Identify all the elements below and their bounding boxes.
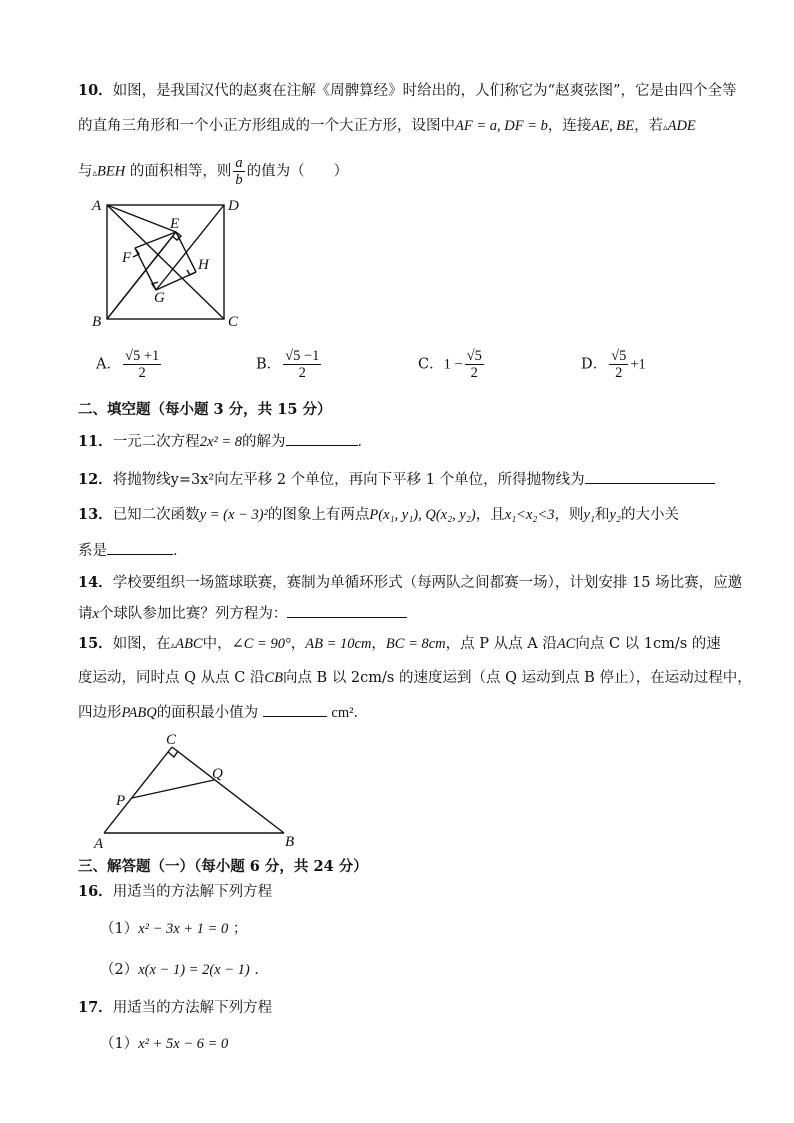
label-a: A	[94, 836, 104, 850]
q13-y2: y₂	[609, 507, 621, 523]
triangle-symbol: ▵	[663, 123, 668, 133]
q12-answer-blank[interactable]	[585, 469, 715, 484]
label-c: C	[228, 314, 239, 330]
q14-line1	[78, 573, 754, 593]
line-d-g	[156, 205, 224, 290]
label-a: A	[92, 198, 102, 214]
q16-part1	[100, 919, 754, 939]
q13-number: 13．	[78, 506, 113, 523]
q15-angle: ∠C = 90°	[231, 636, 291, 652]
label-q: Q	[212, 766, 223, 782]
q11-text-b: 的解为	[242, 434, 286, 450]
q15-ab: AB = 10cm	[305, 636, 372, 652]
q13-line1	[78, 505, 754, 525]
q16-text: 用适当的方法解下列方程	[112, 884, 273, 900]
q15-text-1c: ，点 P 从点 A 沿	[445, 636, 557, 652]
q13-text-b: 的图象上有两点	[267, 507, 370, 523]
q16-number: 16．	[78, 883, 113, 900]
q15-unit: cm²	[331, 705, 354, 721]
q13-answer-blank[interactable]	[107, 540, 173, 555]
q13-text-line2: 系是	[78, 543, 107, 559]
q15-quad: PABQ	[121, 705, 157, 721]
label-d: D	[228, 198, 239, 214]
q10-tri-ade: ADE	[667, 118, 696, 134]
side-ac	[104, 747, 172, 833]
q11-number: 11．	[78, 433, 113, 450]
q15-text-1b: 中，	[202, 636, 232, 652]
q15-number: 15．	[78, 635, 113, 652]
triangle-symbol: ▵	[170, 641, 176, 651]
q15-answer-blank[interactable]	[263, 702, 327, 717]
q15-end: ．	[353, 705, 368, 721]
q10-text-2c: ，若	[634, 118, 664, 134]
side-cb	[172, 747, 284, 833]
q17-p1-label: （1）	[100, 1036, 139, 1052]
q16-p1-label: （1）	[100, 921, 139, 937]
q16-p1-end: ；	[232, 921, 248, 937]
q15-text-1a: 如图，在	[112, 636, 171, 652]
q16-p2-end: ．	[254, 962, 269, 978]
q11-end: ．	[357, 434, 373, 450]
q10-line1	[78, 81, 754, 101]
q11-answer-blank[interactable]	[286, 431, 358, 446]
q10-math-af-df: AF = a, DF = b	[455, 118, 548, 134]
q11-text-a: 一元二次方程	[112, 434, 200, 450]
q13-text-a: 已知二次函数	[112, 507, 200, 523]
label-e: E	[170, 216, 180, 232]
q14-line2	[78, 603, 754, 624]
q13-end: ．	[173, 543, 188, 559]
q16-p1-equation: x² − 3x + 1 = 0	[138, 921, 229, 937]
q16-p2-label: （2）	[100, 962, 139, 978]
q10-line2	[78, 116, 754, 138]
q12-number: 12．	[78, 471, 113, 488]
q15-ac: AC	[556, 636, 576, 652]
q15-line2	[78, 668, 754, 688]
label-p: P	[116, 793, 126, 809]
q15-text-2a: 度运动，同时点 Q 从点 C 沿	[78, 670, 265, 686]
option-a[interactable]: A． $\frac{√5 +1}{2}$	[96, 348, 160, 381]
q17-number: 17．	[78, 999, 113, 1016]
label-b: B	[285, 834, 295, 850]
q17	[78, 998, 754, 1018]
q17-part1	[100, 1034, 754, 1054]
q13-text-c: ，且	[475, 507, 505, 523]
q16-part2	[100, 960, 754, 980]
option-b[interactable]: B． $\frac{√5 -1}{2}$	[256, 348, 320, 381]
label-b: B	[92, 314, 102, 330]
line-ae-side	[107, 205, 176, 232]
q10-text-3b: 的面积相等，则	[129, 163, 232, 180]
option-c[interactable]: C．1 − $\frac{√5}{2}$	[418, 348, 482, 381]
q13-function: y = (x − 3)²	[199, 507, 268, 523]
q13-points: P(x₁, y₁), Q(x₂, y₂)	[369, 507, 476, 523]
q14-answer-blank[interactable]	[287, 603, 407, 618]
label-c: C	[166, 732, 177, 748]
right-angle-c	[168, 751, 178, 757]
section3-heading: 三、解答题（一）（每小题 6 分，共 24 分）	[78, 858, 368, 875]
option-d[interactable]: D． $\frac{√5}{2}$ +1	[581, 348, 646, 381]
q16	[78, 882, 754, 902]
q14-number: 14．	[78, 574, 113, 591]
q14-text-2b: 个球队参加比赛？列方程为：	[98, 606, 288, 622]
q10-fraction-a-b: $\frac{a}{b}$	[235, 155, 243, 188]
q13-text-e: 和	[594, 507, 610, 523]
q15-line3	[78, 702, 754, 723]
q15-cb: CB	[264, 670, 283, 686]
zhao-shuang-figure	[86, 190, 246, 335]
q15-text-3a: 四边形	[78, 705, 122, 721]
q10-number: 10．	[78, 82, 113, 99]
q17-text: 用适当的方法解下列方程	[112, 1000, 273, 1016]
q14-text-1: 学校要组织一场篮球联赛，赛制为单循环形式（每两队之间都赛一场），计划安排 15 场比赛，应邀	[112, 575, 743, 591]
triangle-symbol: ▵	[92, 168, 98, 179]
q10-text-1: 如图，是我国汉代的赵爽在注解《周髀算经》时给出的，人们称它为“赵爽弦图”，它是由四个全等	[112, 83, 737, 99]
q12	[78, 469, 754, 490]
label-g: G	[154, 290, 165, 306]
label-f: F	[122, 250, 132, 266]
q15-text-1d: 向点 C 以 1cm/s 的速	[575, 636, 721, 652]
q13-condition: x₁<x₂<3	[504, 507, 555, 523]
q10-text-3c: 的值为（ ）	[246, 163, 349, 180]
q17-p1-equation: x² + 5x − 6 = 0	[138, 1036, 229, 1052]
q12-text: 将抛物线y=3x²向左平移 2 个单位，再向下平移 1 个单位，所得抛物线为	[112, 472, 585, 488]
q13-y1: y₁	[583, 507, 595, 523]
section2-heading: 二、填空题（每小题 3 分，共 15 分）	[78, 401, 332, 418]
q10-text-2a: 的直角三角形和一个小正方形组成的一个大正方形，设图中	[78, 118, 455, 134]
q11	[78, 431, 754, 452]
q15-tri-abc: ABC	[175, 636, 203, 652]
q10-tri-beh: BEH	[97, 163, 126, 180]
q10-text-2b: ，连接	[547, 118, 592, 134]
label-h: H	[198, 257, 209, 273]
q15-line1: 15．如图，在▵ABC中，∠C = 90°，AB = 10cm，BC = 8cm，点 P 从点 A 沿AC向点 C 以 1cm/s 的速	[78, 635, 721, 652]
q15-text-2b: 向点 B 以 2cm/s 的速度运到（点 Q 运动到点 B 停止），在运动过程中，	[282, 670, 752, 686]
q13-line2	[78, 540, 754, 561]
q14-var-x: x	[92, 606, 99, 622]
q16-p2-equation: x(x − 1) = 2(x − 1)	[138, 962, 250, 978]
q10-text-3a: 与	[78, 163, 93, 180]
q15-text-3b: 的面积最小值为	[156, 705, 259, 721]
q14-text-2a: 请	[78, 606, 93, 622]
q10-line3	[78, 155, 754, 188]
q10-math-ae-be: AE, BE	[591, 118, 635, 134]
q13-text-d: ，则	[554, 507, 584, 523]
q11-equation: 2x² = 8	[199, 434, 243, 450]
q13-text-f: 的大小关	[620, 507, 679, 523]
q15-bc: BC = 8cm	[385, 636, 446, 652]
triangle-figure	[90, 730, 310, 850]
